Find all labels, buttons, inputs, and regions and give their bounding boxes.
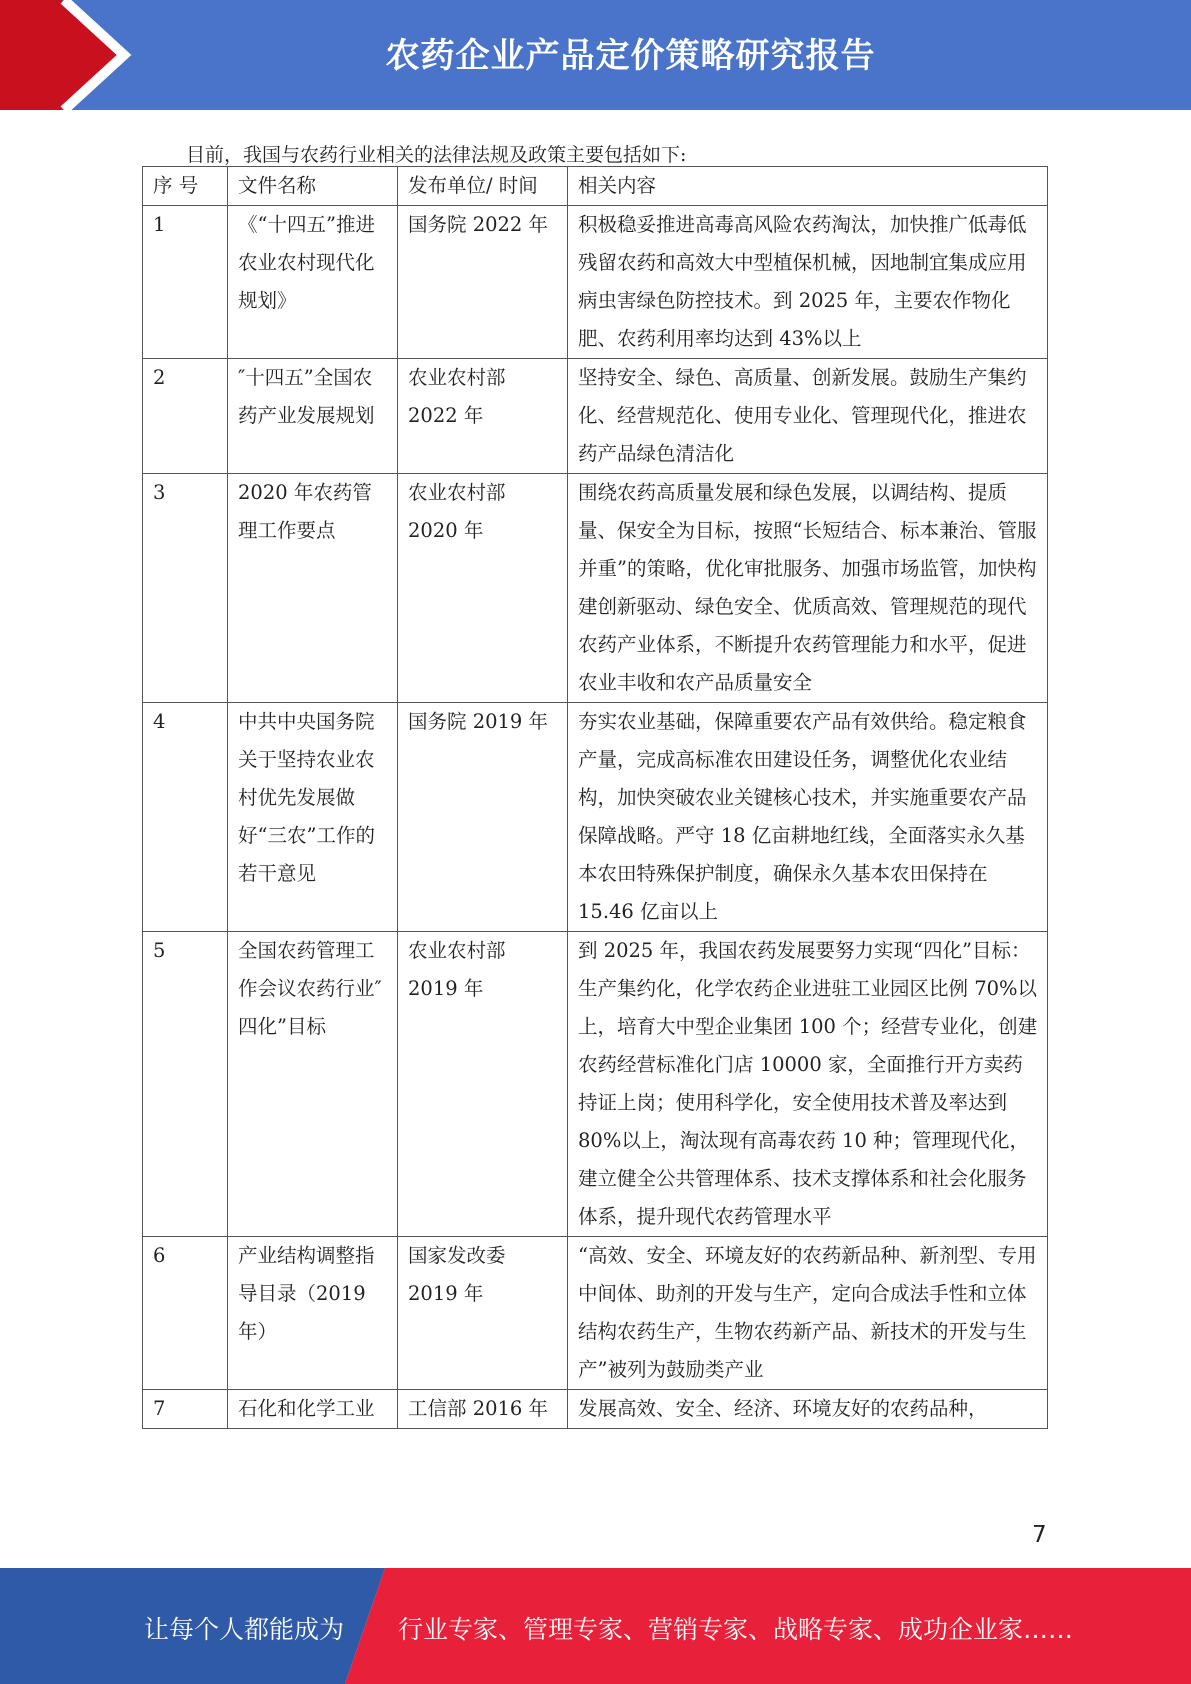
table-row bbox=[143, 703, 1048, 932]
row-document-name: ″十四五”全国农药产业发展规划 bbox=[228, 359, 398, 474]
row-number: 3 bbox=[143, 474, 228, 703]
table-row bbox=[143, 359, 1048, 474]
page-header bbox=[0, 0, 1191, 110]
row-document-name: 中共中央国务院关于坚持农业农村优先发展做好“三农”工作的若干意见 bbox=[228, 703, 398, 932]
row-content: 到 2025 年，我国农药发展要努力实现“四化”目标：生产集约化，化学农药企业进驻工业园区比例 70%以上，培育大中型企业集团 100 个；经营专业化，创建农药经营标准化门店 10000 家，全面推行开方卖药持证上岗；使用科学化，安全使用技术普及率达到 80%以上，淘汰现有高毒农药 10 种；管理现代化，建立健全公共管理体系、技术支撑体系和社会化服务体系，提升现代农药管理水平 bbox=[568, 932, 1048, 1237]
intro-paragraph: 目前，我国与农药行业相关的法律法规及政策主要包括如下: bbox=[186, 144, 687, 166]
row-number: 2 bbox=[143, 359, 228, 474]
row-number: 7 bbox=[143, 1390, 228, 1429]
header-issuer-date: 发布单位/ 时间 bbox=[398, 167, 568, 206]
table-row bbox=[143, 206, 1048, 359]
row-document-name: 2020 年农药管理工作要点 bbox=[228, 474, 398, 703]
row-issuer: 农业农村部 2022 年 bbox=[398, 359, 568, 474]
header-related-content: 相关内容 bbox=[568, 167, 1048, 206]
row-content: 积极稳妥推进高毒高风险农药淘汰，加快推广低毒低残留农药和高效大中型植保机械，因地制宜集成应用病虫害绿色防控技术。到 2025 年，主要农作物化肥、农药利用率均达到 43%以上 bbox=[568, 206, 1048, 359]
row-document-name: 全国农药管理工作会议农药行业″四化”目标 bbox=[228, 932, 398, 1237]
row-number: 5 bbox=[143, 932, 228, 1237]
row-document-name: 石化和化学工业 bbox=[228, 1390, 398, 1429]
row-number: 4 bbox=[143, 703, 228, 932]
table-row bbox=[143, 1390, 1048, 1429]
row-issuer: 国务院 2019 年 bbox=[398, 703, 568, 932]
row-number: 1 bbox=[143, 206, 228, 359]
row-content: 坚持安全、绿色、高质量、创新发展。鼓励生产集约化、经营规范化、使用专业化、管理现代化，推进农药产品绿色清洁化 bbox=[568, 359, 1048, 474]
row-content: “高效、安全、环境友好的农药新品种、新剂型、专用中间体、助剂的开发与生产，定向合成法手性和立体结构农药生产，生物农药新产品、新技术的开发与生产”被列为鼓励类产业 bbox=[568, 1237, 1048, 1390]
header-serial-number: 序 号 bbox=[143, 167, 228, 206]
table-header-row bbox=[143, 167, 1048, 206]
row-issuer: 国务院 2022 年 bbox=[398, 206, 568, 359]
row-issuer: 农业农村部 2019 年 bbox=[398, 932, 568, 1237]
row-issuer: 国家发改委 2019 年 bbox=[398, 1237, 568, 1390]
row-content: 发展高效、安全、经济、环境友好的农药品种， bbox=[568, 1390, 1048, 1429]
report-title: 农药企业产品定价策略研究报告 bbox=[385, 36, 876, 76]
page-number: 7 bbox=[1032, 1522, 1047, 1548]
row-document-name: 产业结构调整指导目录（2019 年） bbox=[228, 1237, 398, 1390]
row-number: 6 bbox=[143, 1237, 228, 1390]
footer-slogan-left: 让每个人都能成为 bbox=[144, 1615, 345, 1644]
table-row bbox=[143, 474, 1048, 703]
row-issuer: 农业农村部 2020 年 bbox=[398, 474, 568, 703]
table-row bbox=[143, 1237, 1048, 1390]
header-document-name: 文件名称 bbox=[228, 167, 398, 206]
regulations-table bbox=[142, 166, 1048, 1429]
row-issuer: 工信部 2016 年 bbox=[398, 1390, 568, 1429]
row-content: 围绕农药高质量发展和绿色发展，以调结构、提质量、保安全为目标，按照“长短结合、标本兼治、管服并重”的策略，优化审批服务、加强市场监管，加快构建创新驱动、绿色安全、优质高效、管理规范的现代农药产业体系，不断提升农药管理能力和水平，促进农业丰收和农产品质量安全 bbox=[568, 474, 1048, 703]
table-row bbox=[143, 932, 1048, 1237]
row-content: 夯实农业基础，保障重要农产品有效供给。稳定粮食产量，完成高标准农田建设任务，调整优化农业结构，加快突破农业关键核心技术，并实施重要农产品保障战略。严守 18 亿亩耕地红线，全面落实永久基本农田特殊保护制度，确保永久基本农田保持在 15.46 亿亩以上 bbox=[568, 703, 1048, 932]
footer-slogan-right: 行业专家、管理专家、营销专家、战略专家、成功企业家…… bbox=[398, 1615, 1074, 1644]
row-document-name: 《“十四五”推进农业农村现代化规划》 bbox=[228, 206, 398, 359]
